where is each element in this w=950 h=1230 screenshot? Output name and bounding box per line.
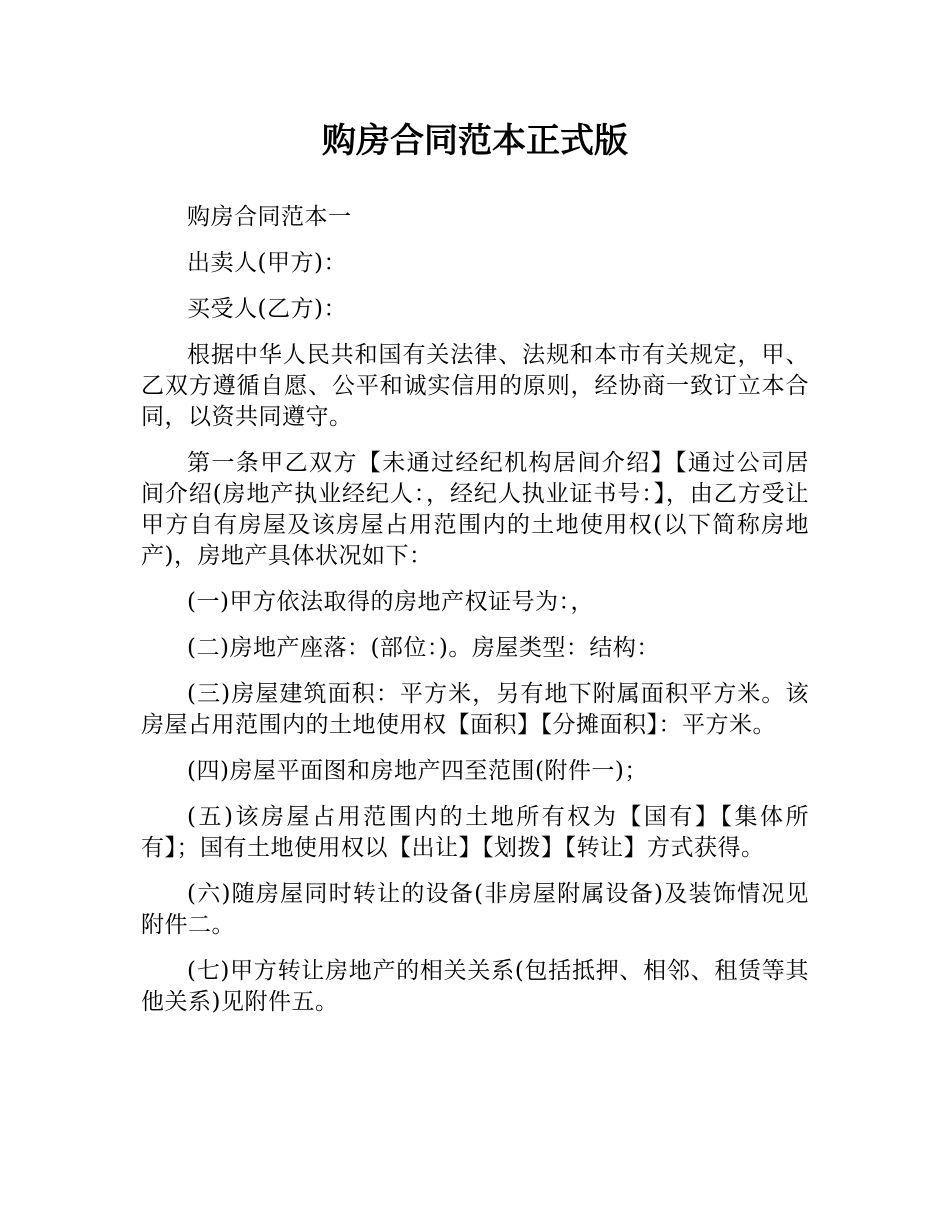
paragraph-item-4: (四)房屋平面图和房地产四至范围(附件一)； bbox=[187, 758, 648, 784]
paragraph-article-1: 第一条甲乙双方【未通过经纪机构居间介绍】【通过公司居间介绍(房地产执业经纪人：，经纪人执业证书号：】，由乙方受让甲方自有房屋及该房屋占用范围内的土地使用权(以下简称房地产)，房地产具体状况如下： bbox=[141, 450, 809, 569]
paragraph-item-2: (二)房地产座落：(部位：)。房屋类型：结构： bbox=[187, 635, 660, 661]
paragraph-seller: 出卖人(甲方)： bbox=[187, 250, 347, 276]
document-body bbox=[141, 202, 809, 1033]
paragraph-item-3: (三)房屋建筑面积：平方米，另有地下附属面积平方米。该房屋占用范围内的土地使用权【面积】【分摊面积】：平方米。 bbox=[141, 681, 809, 738]
paragraph-contract-heading: 购房合同范本一 bbox=[187, 204, 352, 230]
paragraph-item-6: (六)随房屋同时转让的设备(非房屋附属设备)及装饰情况见附件二。 bbox=[141, 881, 809, 938]
paragraph-buyer: 买受人(乙方)： bbox=[187, 296, 347, 322]
paragraph-item-5: (五)该房屋占用范围内的土地所有权为【国有】【集体所有】；国有土地使用权以【出让】【划拨】【转让】方式获得。 bbox=[141, 804, 809, 861]
paragraph-item-7: (七)甲方转让房地产的相关关系(包括抵押、相邻、租赁等其他关系)见附件五。 bbox=[141, 958, 809, 1015]
paragraph-item-1: (一)甲方依法取得的房地产权证号为：， bbox=[187, 589, 594, 615]
document-title: 购房合同范本正式版 bbox=[322, 121, 628, 161]
paragraph-preamble: 根据中华人民共和国有关法律、法规和本市有关规定，甲、乙双方遵循自愿、公平和诚实信用的原则，经协商一致订立本合同，以资共同遵守。 bbox=[141, 342, 809, 430]
